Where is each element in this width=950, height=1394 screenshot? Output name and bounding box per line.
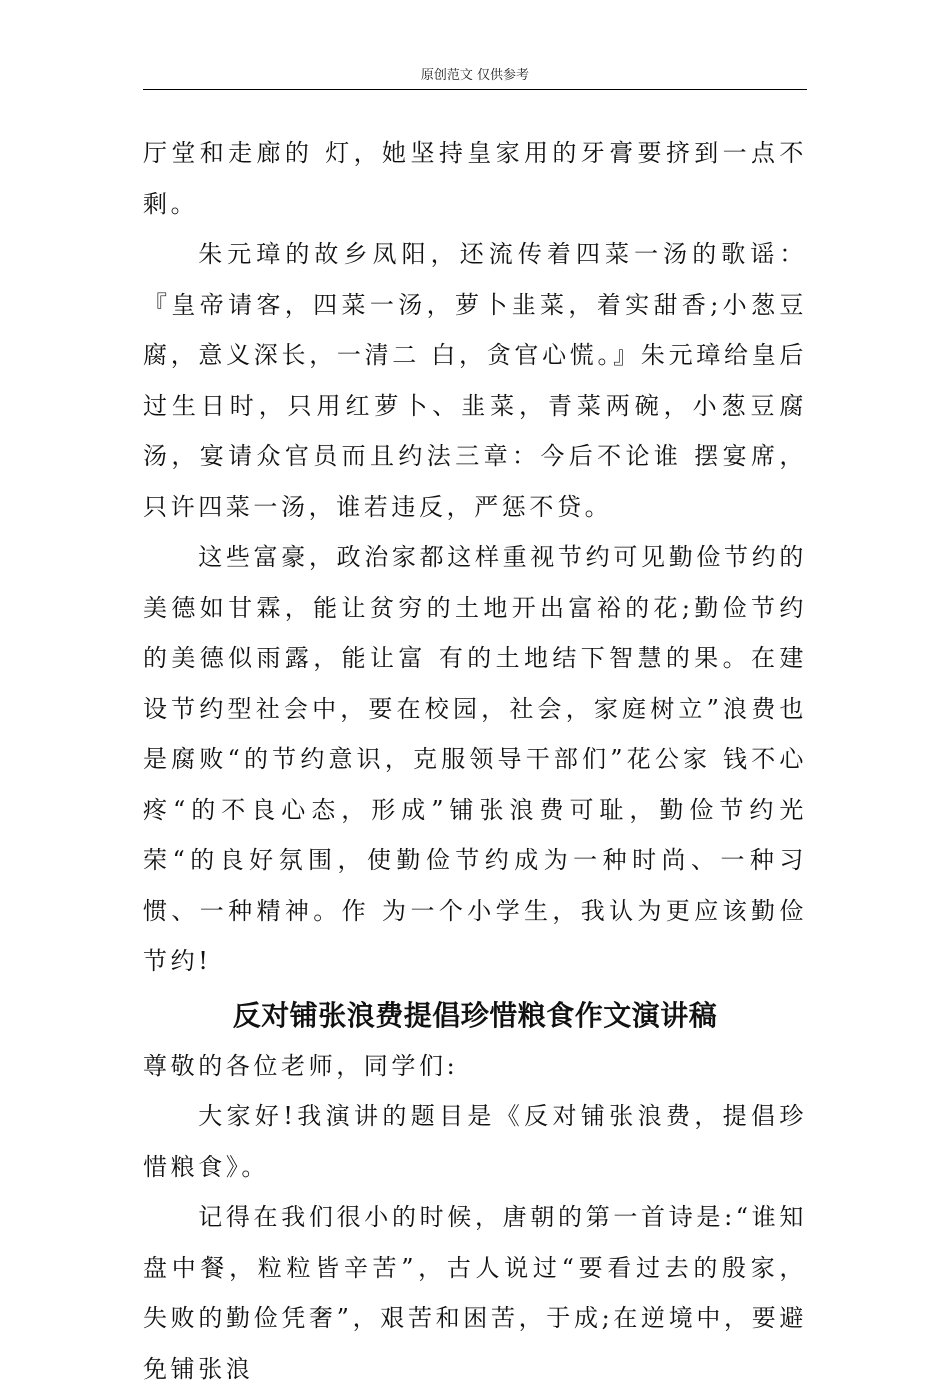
paragraph-zhu-yuanzhang: 朱元璋的故乡凤阳，还流传着四菜一汤的歌谣：『皇帝请客，四菜一汤，萝卜韭菜，着实甜香;小葱豆腐，意义深长，一清二 白，贪官心慌。』朱元璋给皇后过生日时，只用红萝卜、韭菜，青菜两碗，小葱豆腐汤，宴请众官员而且约法三章：今后不论谁 摆宴席，只许四菜一汤，谁若违反，严惩不贷。 — [143, 240, 807, 521]
speech-greeting: 尊敬的各位老师，同学们: — [143, 1051, 459, 1080]
paragraph-tang-poem: 记得在我们很小的时候，唐朝的第一首诗是:“谁知盘中餐，粒粒皆辛苦”，古人说过“要看过去的殷家，失败的勤俭凭奢”，艰苦和困苦，于成;在逆境中，要避免铺张浪 — [143, 1203, 807, 1383]
document-body — [143, 128, 807, 1394]
paragraph-continuation: 厅堂和走廊的 灯，她坚持皇家用的牙膏要挤到一点不剩。 — [143, 139, 807, 218]
paragraph-frugality-virtue: 这些富豪，政治家都这样重视节约可见勤俭节约的美德如甘霖，能让贫穷的土地开出富裕的花;勤俭节约的美德似雨露，能让富 有的土地结下智慧的果。在建设节约型社会中，要在校园，社会，家庭树立”浪费也是腐败“的节约意识，克服领导干部们”花公家 钱不心疼“的不良心态，形成”铺张浪费可耻，勤俭节约光荣“的良好氛围，使勤俭节约成为一种时尚、一种习惯、一种精神。作 为一个小学生，我认为更应该勤俭节约! — [143, 543, 807, 975]
paragraph-speech-topic: 大家好!我演讲的题目是《反对铺张浪费，提倡珍惜粮食》。 — [143, 1102, 807, 1181]
page-header: 原创范文 仅供参考 — [143, 63, 807, 90]
speech-title: 反对铺张浪费提倡珍惜粮食作文演讲稿 — [232, 998, 718, 1032]
